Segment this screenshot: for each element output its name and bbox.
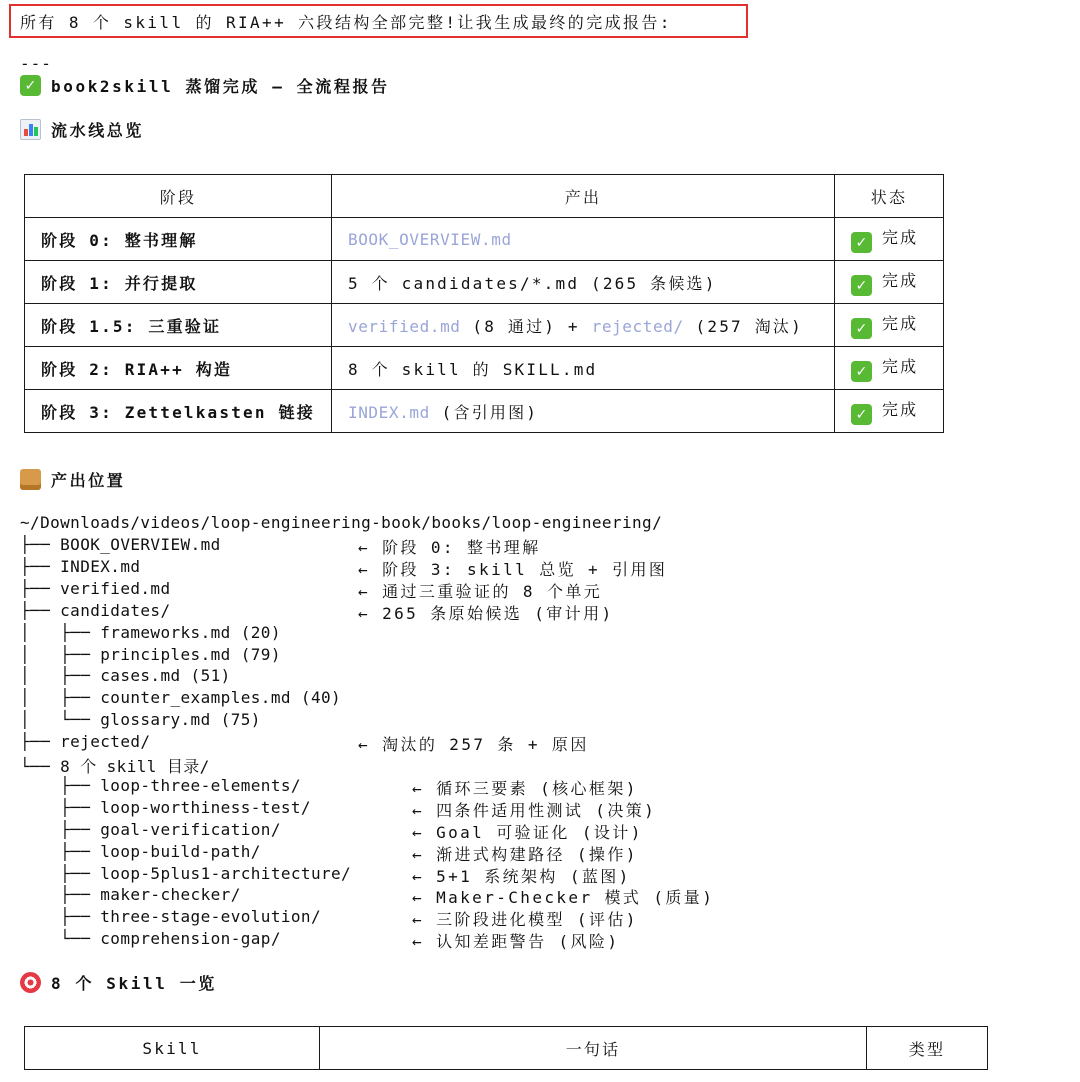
tree-item-name: 8 个 skill 目录/	[60, 757, 210, 776]
divider: ---	[20, 54, 52, 73]
output-link[interactable]: INDEX.md	[347, 402, 430, 422]
table-header-row	[25, 175, 944, 218]
table-row	[25, 218, 944, 261]
tree-branch: ├──	[20, 863, 101, 883]
table-header-row	[25, 1027, 988, 1070]
tree-item-name: rejected/	[60, 732, 151, 752]
tree-item-note: ← 渐进式构建路径 (操作)	[412, 844, 638, 864]
tree-branch: ├──	[20, 819, 101, 839]
pipeline-table	[24, 174, 944, 433]
tree-item-note: ← 阶段 0: 整书理解	[358, 538, 541, 557]
check-mark-icon: ✓	[851, 275, 872, 296]
tree-branch: ├──	[20, 775, 101, 795]
tree-item	[20, 666, 231, 685]
output-link[interactable]: verified.md	[347, 316, 461, 336]
output-text: 5 个 candidates/*.md (265 条候选)	[347, 273, 717, 293]
check-mark-icon: ✓	[851, 318, 872, 339]
tree-item-name: principles.md (79)	[100, 644, 281, 664]
tree-item-name: goal-verification/	[100, 819, 281, 839]
bar-chart-icon	[20, 119, 41, 140]
tree-branch: ├──	[20, 732, 61, 752]
tree-branch: ├──	[20, 841, 101, 861]
pipeline-heading-text: 流水线总览	[51, 121, 145, 140]
tree-item	[20, 798, 311, 817]
tree-branch: ├──	[20, 797, 101, 817]
column-header: 类型	[867, 1027, 988, 1070]
tree-item-note: ← 认知差距警告 (风险)	[412, 932, 620, 952]
tree-item	[20, 732, 150, 751]
tree-branch: │ ├──	[20, 622, 101, 642]
tree-item	[20, 776, 301, 795]
tree-item-name: comprehension-gap/	[100, 929, 281, 949]
output-cell	[331, 261, 834, 304]
tree-item	[20, 601, 171, 620]
stage-cell: 阶段 0: 整书理解	[25, 218, 332, 261]
tree-item-name: loop-worthiness-test/	[100, 797, 311, 817]
tree-item	[20, 907, 321, 926]
status-cell	[834, 304, 943, 347]
output-text: (含引用图)	[429, 402, 539, 422]
outputs-heading	[20, 468, 125, 491]
output-cell	[331, 347, 834, 390]
column-header: 状态	[834, 175, 943, 218]
status-cell	[834, 261, 943, 304]
table-row	[25, 304, 944, 347]
report-title-text: book2skill 蒸馏完成 — 全流程报告	[51, 77, 390, 96]
skills-heading-text: 8 个 Skill 一览	[51, 974, 217, 993]
tree-item-name: three-stage-evolution/	[100, 907, 321, 927]
status-text: 完成	[881, 356, 919, 376]
tree-item	[20, 557, 140, 576]
tree-branch: │ ├──	[20, 644, 101, 664]
output-text: (8 通过) +	[460, 316, 592, 336]
status-text: 完成	[881, 313, 919, 333]
tree-branch: └──	[20, 929, 101, 949]
table-row	[25, 347, 944, 390]
tree-item-note: ← 四条件适用性测试 (决策)	[412, 800, 657, 820]
status-cell	[834, 390, 943, 433]
tree-item-note: ← 循环三要素 (核心框架)	[412, 778, 638, 798]
output-link[interactable]: BOOK_OVERVIEW.md	[347, 229, 512, 249]
skills-heading	[20, 971, 217, 994]
output-cell	[331, 218, 834, 261]
tree-item-name: frameworks.md (20)	[100, 622, 281, 642]
tree-branch: ├──	[20, 535, 61, 554]
tree-item-note: ← Goal 可验证化 (设计)	[412, 822, 643, 842]
tree-item-name: BOOK_OVERVIEW.md	[60, 535, 221, 554]
output-text: (257 淘汰)	[683, 316, 803, 336]
tree-item-note: ← 三阶段进化模型 (评估)	[412, 910, 638, 930]
tree-item-note: ← 通过三重验证的 8 个单元	[358, 581, 603, 601]
tree-branch: │ ├──	[20, 666, 101, 686]
tree-root: ~/Downloads/videos/loop-engineering-book/books/loop-engineering/	[20, 513, 663, 532]
tree-item	[20, 623, 281, 642]
tree-item	[20, 710, 261, 729]
skills-table	[24, 1026, 988, 1070]
tree-branch: ├──	[20, 578, 61, 598]
tree-item-note: ← 阶段 3: skill 总览 + 引用图	[358, 559, 668, 579]
tree-branch: └──	[20, 757, 61, 776]
report-title	[20, 74, 390, 97]
tree-item-name: cases.md (51)	[100, 666, 231, 686]
tree-branch: ├──	[20, 600, 61, 620]
tree-item-name: INDEX.md	[60, 556, 141, 576]
table-row	[25, 261, 944, 304]
tree-item	[20, 688, 341, 707]
column-header: 产出	[331, 175, 834, 218]
status-cell	[834, 347, 943, 390]
tree-branch: ├──	[20, 556, 61, 576]
tree-item-name: glossary.md (75)	[100, 710, 261, 730]
table-row	[25, 390, 944, 433]
tree-item	[20, 885, 241, 904]
tree-item-name: maker-checker/	[100, 885, 241, 905]
stage-cell: 阶段 3: Zettelkasten 链接	[25, 390, 332, 433]
tree-branch: ├──	[20, 885, 101, 905]
tree-branch: │ ├──	[20, 688, 101, 708]
output-cell	[331, 390, 834, 433]
tree-branch: │ └──	[20, 710, 101, 730]
status-text: 完成	[881, 227, 919, 247]
intro-text: 所有 8 个 skill 的 RIA++ 六段结构全部完整!让我生成最终的完成报告:	[20, 12, 672, 32]
target-icon	[20, 972, 41, 993]
tree-item-name: counter_examples.md (40)	[100, 688, 342, 708]
stage-cell: 阶段 1.5: 三重验证	[25, 304, 332, 347]
tree-item	[20, 929, 281, 948]
output-link[interactable]: rejected/	[591, 316, 684, 336]
column-header: 一句话	[320, 1027, 867, 1070]
tree-item-note: ← Maker-Checker 模式 (质量)	[412, 888, 715, 908]
tree-item-name: loop-three-elements/	[100, 775, 301, 795]
tree-item-name: loop-build-path/	[100, 841, 261, 861]
outputs-heading-text: 产出位置	[51, 471, 126, 490]
output-text: 8 个 skill 的 SKILL.md	[347, 359, 598, 379]
tree-item	[20, 864, 351, 883]
check-mark-icon: ✓	[851, 232, 872, 253]
status-text: 完成	[881, 270, 919, 290]
tree-item	[20, 535, 221, 554]
tree-item	[20, 645, 281, 664]
package-icon	[20, 469, 41, 490]
check-mark-icon: ✓	[851, 404, 872, 425]
tree-item	[20, 579, 171, 598]
column-header: Skill	[25, 1027, 320, 1070]
status-cell	[834, 218, 943, 261]
tree-item-note: ← 265 条原始候选 (审计用)	[358, 603, 614, 623]
tree-branch: ├──	[20, 907, 101, 927]
stage-cell: 阶段 1: 并行提取	[25, 261, 332, 304]
intro-message	[9, 4, 748, 38]
pipeline-heading	[20, 118, 144, 141]
tree-item-name: verified.md	[60, 578, 171, 598]
tree-item-note: ← 5+1 系统架构 (蓝图)	[412, 866, 631, 886]
status-text: 完成	[881, 399, 919, 419]
check-mark-icon: ✓	[20, 75, 41, 96]
tree-item-note: ← 淘汰的 257 条 + 原因	[358, 735, 589, 755]
tree-item	[20, 820, 281, 839]
tree-item	[20, 754, 210, 777]
output-cell	[331, 304, 834, 347]
stage-cell: 阶段 2: RIA++ 构造	[25, 347, 332, 390]
tree-item	[20, 842, 261, 861]
check-mark-icon: ✓	[851, 361, 872, 382]
column-header: 阶段	[25, 175, 332, 218]
tree-item-name: candidates/	[60, 600, 171, 620]
tree-item-name: loop-5plus1-architecture/	[100, 863, 352, 883]
